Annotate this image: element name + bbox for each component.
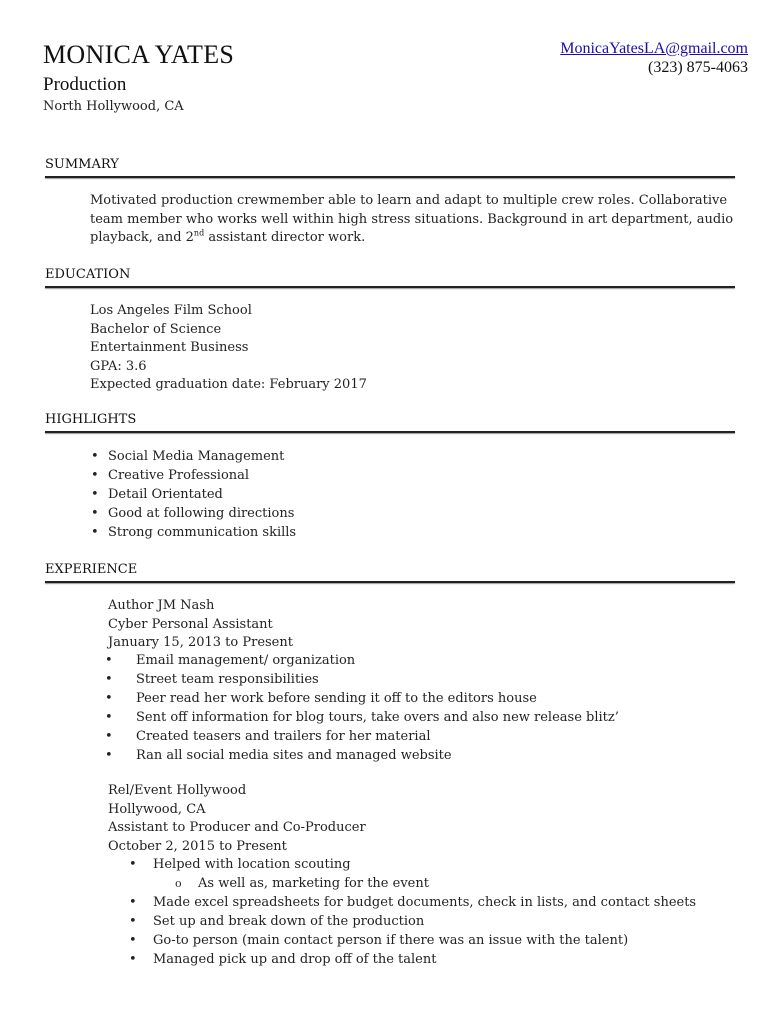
list-item-text: Creative Professional: [108, 468, 250, 483]
bullet-icon: •: [91, 506, 99, 521]
bullet-icon: •: [129, 914, 137, 929]
duty-text: Ran all social media sites and managed website: [136, 748, 452, 763]
highlights-list: [91, 447, 297, 542]
duty-text: Peer read her work before sending it off to the editors house: [136, 691, 537, 706]
bullet-icon: •: [105, 672, 113, 687]
duty-text: Street team responsibilities: [136, 672, 319, 687]
job-duties: [105, 651, 619, 765]
highlights-heading-text: HIGHLIGHTS: [45, 412, 137, 427]
list-item: [129, 855, 696, 874]
summary-text: [90, 192, 734, 248]
duty-text: Email management/ organization: [136, 653, 356, 668]
contact-block: [560, 40, 748, 77]
experience-heading-text: EXPERIENCE: [45, 562, 138, 577]
highlights-heading: [45, 412, 735, 433]
sub-duty-text: As well as, marketing for the event: [198, 876, 429, 891]
bullet-icon: •: [105, 748, 113, 763]
summary-line: [90, 229, 730, 248]
experience-heading: [45, 562, 735, 583]
list-item: [105, 670, 619, 689]
duty-text: Made excel spreadsheets for budget documents, check in lists, and contact sheets: [153, 895, 697, 910]
job-dates: October 2, 2015 to Present: [108, 838, 287, 854]
bullet-icon: •: [91, 487, 99, 502]
employer: Rel/Event Hollywood: [108, 783, 247, 798]
candidate-role: Production: [43, 74, 127, 95]
duty-text: Managed pick up and drop off of the talent: [153, 952, 437, 967]
list-item-text: Strong communication skills: [108, 525, 297, 540]
phone-number: (323) 875-4063: [648, 59, 748, 76]
bullet-icon: •: [105, 710, 113, 725]
duty-text: Set up and break down of the production: [153, 914, 425, 929]
job-header: [108, 597, 748, 653]
list-item-text: Detail Orientated: [108, 487, 223, 502]
bullet-icon: •: [105, 653, 113, 668]
list-item: [105, 708, 619, 727]
summary-line-end: assistant director work.: [204, 230, 366, 245]
job-duties: [129, 855, 697, 969]
bullet-icon: •: [91, 525, 99, 540]
list-item-text: Social Media Management: [108, 449, 285, 464]
list-item: [91, 504, 296, 523]
education-details: [90, 302, 730, 395]
duty-text: Go-to person (main contact person if there was an issue with the talent): [153, 933, 629, 948]
gpa: GPA: 3.6: [90, 358, 147, 374]
email-link[interactable]: MonicaYatesLA@gmail.com: [560, 40, 748, 57]
list-item: [129, 912, 696, 931]
bullet-icon: •: [129, 933, 137, 948]
job-header: [108, 782, 748, 856]
ordinal-superscript: nd: [193, 228, 205, 238]
bullet-icon: •: [105, 691, 113, 706]
list-item: [129, 950, 696, 969]
school-name: Los Angeles Film School: [90, 303, 252, 318]
major: Entertainment Business: [90, 340, 249, 355]
candidate-name: MONICA YATES: [43, 40, 235, 69]
list-item: [105, 651, 619, 670]
bullet-icon: •: [129, 952, 137, 967]
bullet-icon: •: [91, 449, 99, 464]
sub-bullet-icon: o: [175, 877, 182, 890]
summary-line: Motivated production crewmember able to learn and adapt to multiple crew roles. Collaborative: [90, 193, 728, 208]
graduation-date: Expected graduation date: February 2017: [90, 377, 367, 392]
education-heading: [45, 267, 735, 288]
summary-heading: [45, 157, 735, 178]
job-title: Assistant to Producer and Co-Producer: [108, 820, 366, 835]
bullet-icon: •: [91, 468, 99, 483]
list-item: [91, 523, 297, 542]
duty-text: Sent off information for blog tours, take overs and also new release blitz’: [136, 710, 619, 725]
list-item: [105, 727, 619, 746]
education-heading-text: EDUCATION: [45, 267, 131, 282]
education-divider: [45, 286, 735, 288]
list-item: [91, 466, 296, 485]
list-item: [91, 447, 296, 466]
bullet-icon: •: [129, 895, 137, 910]
degree: Bachelor of Science: [90, 321, 222, 337]
employer: Author JM Nash: [108, 598, 215, 613]
summary-line: team member who works well within high stress situations. Background in art department, audio: [90, 211, 734, 227]
candidate-location: North Hollywood, CA: [43, 99, 184, 114]
experience-divider: [45, 581, 735, 583]
bullet-icon: •: [129, 857, 137, 872]
list-item: [129, 931, 696, 950]
list-item: [105, 689, 619, 708]
job-dates: January 15, 2013 to Present: [108, 635, 293, 650]
list-item: [91, 485, 296, 504]
list-item: [105, 746, 619, 765]
job-location: Hollywood, CA: [108, 801, 206, 817]
job-title: Cyber Personal Assistant: [108, 616, 273, 632]
duty-text: Created teasers and trailers for her material: [136, 729, 431, 744]
list-item: [129, 893, 697, 912]
bullet-icon: •: [105, 729, 113, 744]
summary-line-start: playback, and 2: [90, 230, 194, 245]
list-item: [153, 874, 696, 893]
highlights-divider: [45, 431, 735, 433]
list-item-text: Good at following directions: [108, 506, 295, 521]
summary-divider: [45, 176, 735, 178]
summary-heading-text: SUMMARY: [45, 157, 119, 172]
duty-text: Helped with location scouting: [153, 857, 351, 872]
